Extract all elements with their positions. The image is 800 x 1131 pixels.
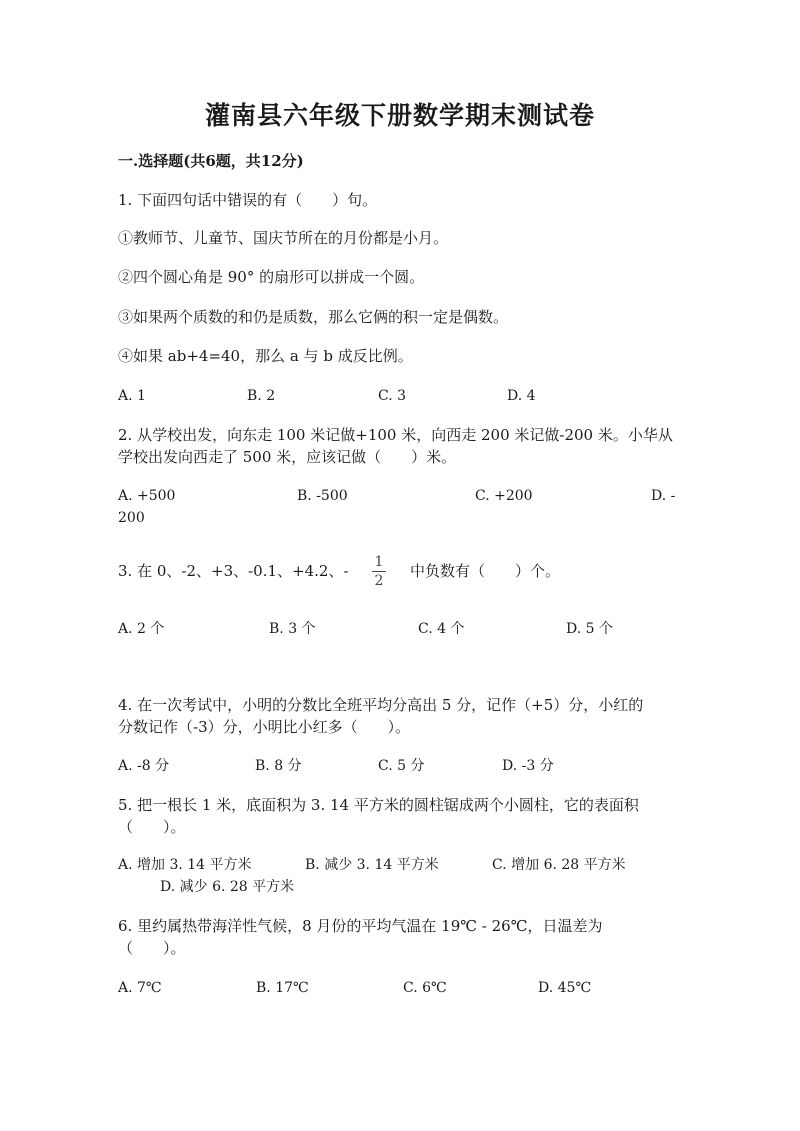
- question-2-option-d[interactable]: D. -: [651, 488, 676, 504]
- question-1-stem: 1. 下面四句话中错误的有（ ）句。: [118, 191, 378, 209]
- page-title: 灌南县六年级下册数学期末测试卷: [204, 101, 595, 130]
- question-5-option-d[interactable]: D. 减少 6. 28 平方米: [160, 879, 295, 895]
- question-3-option-b[interactable]: B. 3 个: [269, 621, 316, 637]
- question-4-stem-line-1: 4. 在一次考试中，小明的分数比全班平均分高出 5 分，记作（+5）分，小红的: [118, 696, 644, 714]
- question-3-option-d[interactable]: D. 5 个: [566, 621, 613, 637]
- question-5-stem-line-1: 5. 把一根长 1 米，底面积为 3. 14 平方米的圆柱锯成两个小圆柱，它的表面积: [118, 796, 639, 814]
- question-1-option-d[interactable]: D. 4: [507, 388, 536, 404]
- question-5-option-a[interactable]: A. 增加 3. 14 平方米: [118, 857, 252, 873]
- question-5-option-c[interactable]: C. 增加 6. 28 平方米: [492, 857, 626, 873]
- question-3-stem-part-2: 中负数有（ ）个。: [410, 562, 561, 580]
- question-4-option-d[interactable]: D. -3 分: [502, 758, 554, 774]
- question-3-option-a[interactable]: A. 2 个: [118, 621, 165, 637]
- question-3-stem-part-1: 3. 在 0、-2、+3、-0.1、+4.2、-: [118, 562, 349, 580]
- question-4-option-b[interactable]: B. 8 分: [255, 758, 302, 774]
- question-1-statement-4: ④如果 ab+4=40，那么 a 与 b 成反比例。: [118, 347, 413, 365]
- section-heading: 一.选择题(共6题，共12分): [118, 152, 304, 170]
- fraction-denominator: 2: [374, 573, 384, 589]
- question-1-option-c[interactable]: C. 3: [378, 388, 407, 404]
- question-2-stem-line-2: 学校出发向西走了 500 米，应该记做（ ）米。: [118, 448, 457, 466]
- question-6-stem-line-2: （ ）。: [118, 939, 186, 957]
- question-2-option-d-continued: 200: [118, 510, 145, 526]
- question-1-statement-3: ③如果两个质数的和仍是质数，那么它俩的积一定是偶数。: [118, 308, 509, 326]
- question-6-option-a[interactable]: A. 7℃: [118, 980, 162, 996]
- question-2-option-c[interactable]: C. +200: [475, 488, 533, 504]
- question-4-option-a[interactable]: A. -8 分: [118, 758, 170, 774]
- question-2-stem-line-1: 2. 从学校出发，向东走 100 米记做+100 米，向西走 200 米记做-200 米。小华从: [118, 426, 673, 444]
- question-1-statement-1: ①教师节、儿童节、国庆节所在的月份都是小月。: [118, 229, 449, 247]
- question-4-option-c[interactable]: C. 5 分: [378, 758, 425, 774]
- question-2-option-b[interactable]: B. -500: [297, 488, 348, 504]
- question-5-option-b[interactable]: B. 减少 3. 14 平方米: [305, 857, 439, 873]
- question-1-option-b[interactable]: B. 2: [247, 388, 276, 404]
- question-4-stem-line-2: 分数记作（-3）分，小明比小红多（ ）。: [118, 718, 411, 736]
- question-6-option-d[interactable]: D. 45℃: [538, 980, 592, 996]
- question-1-option-a[interactable]: A. 1: [118, 388, 146, 404]
- question-2-option-a[interactable]: A. +500: [118, 488, 176, 504]
- question-6-option-c[interactable]: C. 6℃: [403, 980, 447, 996]
- question-3-option-c[interactable]: C. 4 个: [418, 621, 465, 637]
- fraction-bar: [372, 571, 386, 572]
- fraction-one-half: [372, 554, 386, 589]
- question-6-stem-line-1: 6. 里约属热带海洋性气候，8 月份的平均气温在 19℃ - 26℃，日温差为: [118, 917, 603, 935]
- question-6-option-b[interactable]: B. 17℃: [256, 980, 309, 996]
- question-1-statement-2: ②四个圆心角是 90° 的扇形可以拼成一个圆。: [118, 268, 425, 286]
- fraction-numerator: 1: [374, 554, 384, 570]
- question-5-stem-line-2: （ ）。: [118, 818, 186, 836]
